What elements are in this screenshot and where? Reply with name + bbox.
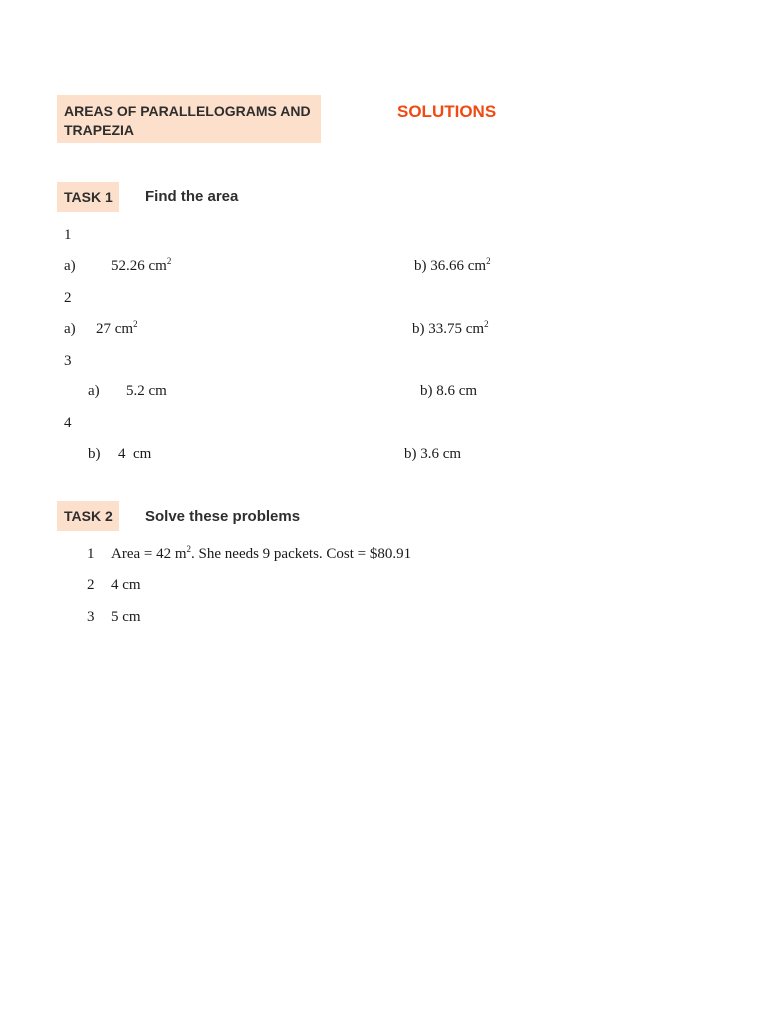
problem-answer-2: 4 cm	[111, 577, 141, 593]
problem-number: 1	[87, 546, 95, 562]
problem-answer-3: 5 cm	[111, 609, 141, 625]
exponent: 2	[486, 256, 491, 266]
problem-answer-1	[111, 545, 411, 563]
answer-value: b) 33.75 cm	[412, 321, 485, 337]
exponent: 2	[484, 319, 489, 329]
answer-1b	[414, 257, 491, 275]
part-label: a)	[64, 258, 76, 274]
answer-3a: 5.2 cm	[126, 383, 167, 399]
answer-value: 27 cm	[96, 321, 134, 337]
problem-number: 3	[87, 609, 95, 625]
part-label: a)	[64, 321, 76, 337]
task2-description: Solve these problems	[145, 508, 301, 525]
exponent: 2	[166, 256, 172, 266]
answer-value: 52.26 cm	[111, 258, 167, 274]
task1-description: Find the area	[145, 188, 239, 205]
worksheet-title-line2: TRAPEZIA	[64, 122, 134, 138]
answer-3b: b) 8.6 cm	[420, 383, 478, 399]
question-number: 1	[64, 227, 72, 243]
answer-text: Area = 42 m	[111, 546, 187, 562]
answer-text: . She needs 9 packets. Cost = $80.91	[191, 546, 412, 562]
problem-number: 2	[87, 577, 95, 593]
question-number: 2	[64, 290, 72, 306]
answer-4a: 4 cm	[118, 446, 152, 462]
part-label: b)	[88, 446, 101, 462]
exponent: 2	[133, 319, 138, 329]
exponent: 2	[186, 544, 192, 554]
answer-2b	[412, 320, 489, 338]
answer-1a	[111, 257, 171, 275]
worksheet-title-box	[57, 95, 321, 143]
answer-4b: b) 3.6 cm	[404, 446, 462, 462]
task2-label: TASK 2	[57, 501, 119, 531]
answer-value: b) 36.66 cm	[414, 258, 487, 274]
worksheet-title-line1: AREAS OF PARALLELOGRAMS AND	[64, 103, 311, 119]
task1-label: TASK 1	[57, 182, 119, 212]
question-number: 4	[64, 415, 72, 431]
answer-2a	[96, 320, 138, 338]
solutions-heading: SOLUTIONS	[397, 102, 497, 121]
question-number: 3	[64, 353, 72, 369]
part-label: a)	[88, 383, 100, 399]
